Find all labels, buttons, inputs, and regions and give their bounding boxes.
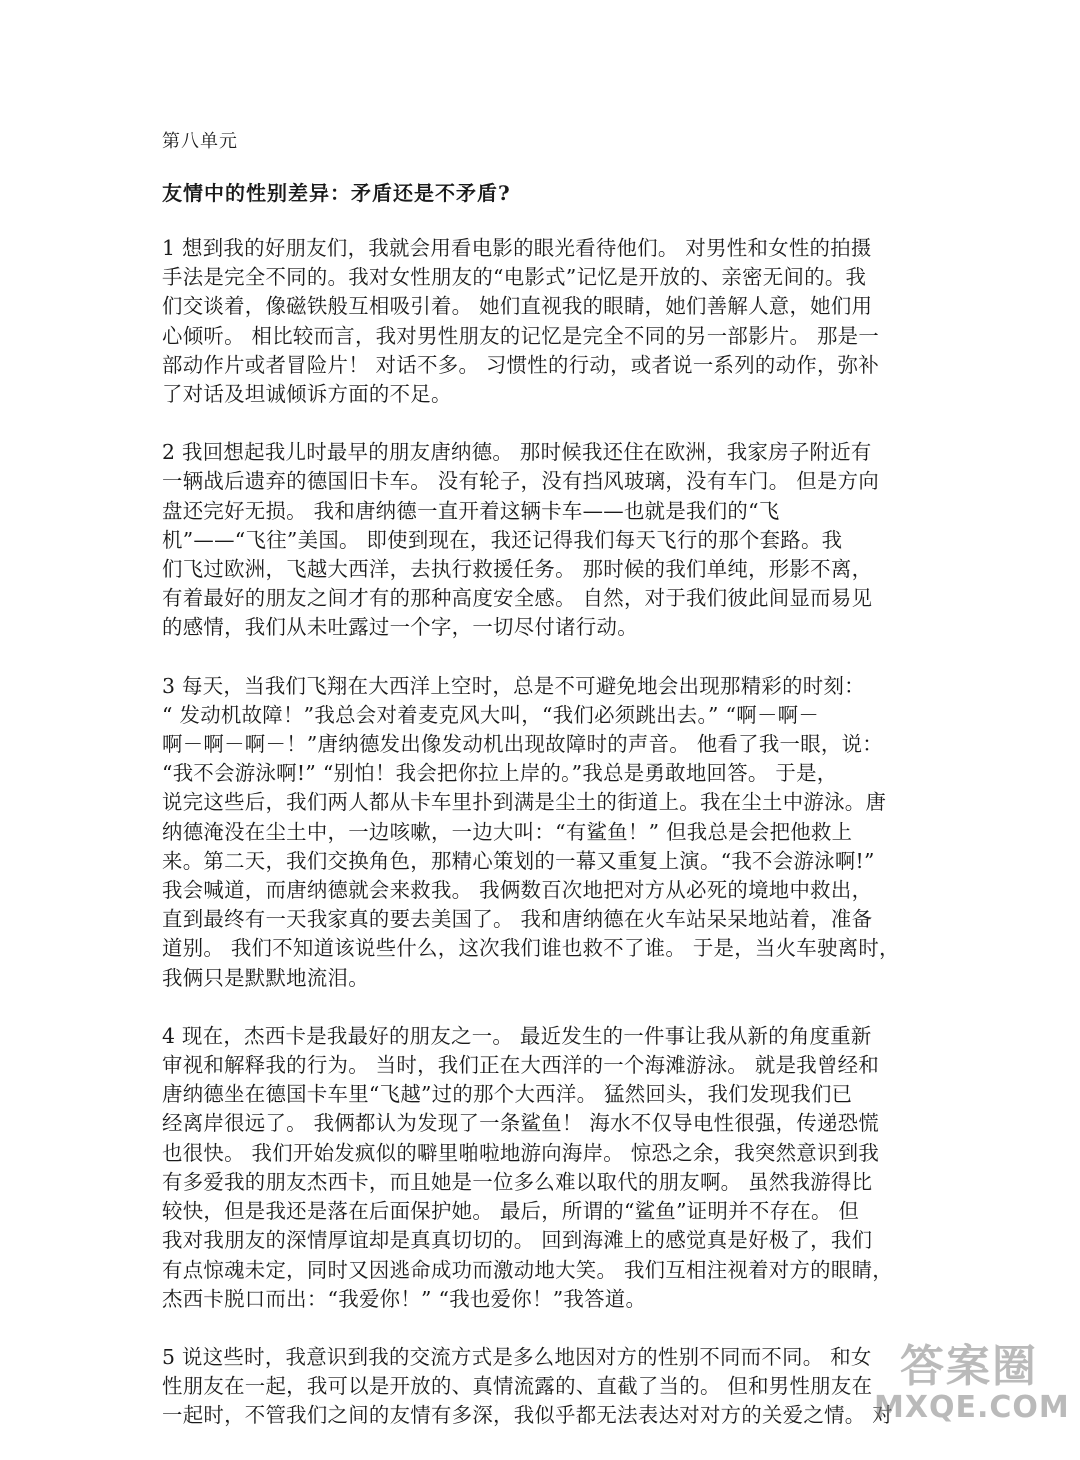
paragraph-line: 1 想到我的好朋友们，我就会用看电影的眼光看待他们。 对男性和女性的拍摄 <box>162 236 872 260</box>
paragraph-line: 5 说这些时，我意识到我的交流方式是多么地因对方的性别不同而不同。 和女 <box>162 1344 872 1369</box>
paragraph-line: 4 现在，杰西卡是我最好的朋友之一。 最近发生的一件事让我从新的角度重新 <box>162 1023 872 1048</box>
watermark-top-text: 答案圈 <box>900 1341 1038 1392</box>
paragraph-line: 直到最终有一天我家真的要去美国了。 我和唐纳德在火车站呆呆地站着，准备 <box>162 907 873 932</box>
paragraph-line: 部动作片或者冒险片！ 对话不多。 习惯性的行动，或者说一系列的动作，弥补 <box>162 352 880 377</box>
paragraph-line: 审视和解释我的行为。 当时，我们正在大西洋的一个海滩游泳。 就是我曾经和 <box>162 1053 880 1078</box>
paragraph-line: 纳德淹没在尘土中，一边咳嗽，一边大叫：“有鲨鱼！” 但我总是会把他救上 <box>162 819 853 844</box>
paragraph-line: 唐纳德坐在德国卡车里“飞越”过的那个大西洋。 猛然回头，我们发现我们已 <box>162 1082 853 1107</box>
watermark-logo <box>874 1341 1070 1430</box>
paragraph-5 <box>162 1343 922 1431</box>
paragraph-line: 有多爱我的朋友杰西卡，而且她是一位多么难以取代的朋友啊。 虽然我游得比 <box>162 1169 873 1194</box>
paragraph-line: 经离岸很远了。 我俩都认为发现了一条鲨鱼！ 海水不仅导电性很强，传递恐慌 <box>162 1111 880 1136</box>
paragraph-line: 们飞过欧洲，飞越大西洋，去执行救援任务。 那时候的我们单纯，形影不离， <box>162 557 873 582</box>
paragraph-line: 有着最好的朋友之间才有的那种高度安全感。 自然，对于我们彼此间显而易见 <box>162 586 873 611</box>
paragraph-line: 盘还完好无损。 我和唐纳德一直开着这辆卡车——也就是我们的“飞 <box>162 498 780 523</box>
paragraph-line: 较快，但是我还是落在后面保护她。 最后，所谓的“鲨鱼”证明并不存在。 但 <box>162 1199 860 1224</box>
paragraph-line: 我对我朋友的深情厚谊却是真真切切的。 回到海滩上的感觉真是好极了，我们 <box>162 1228 873 1253</box>
paragraph-line: “我不会游泳啊!” “别怕！我会把你拉上岸的。”我总是勇敢地回答。 于是， <box>162 761 838 786</box>
paragraph-line: 道别。 我们不知道该说些什么，这次我们谁也救不了谁。 于是，当火车驶离时， <box>162 936 900 961</box>
paragraph-line: 心倾听。 相比较而言，我对男性朋友的记忆是完全不同的另一部影片。 那是一 <box>162 323 880 348</box>
paragraph-line: 机”——“飞往”美国。 即使到现在，我还记得我们每天飞行的那个套路。我 <box>162 527 843 552</box>
watermark-bottom-text: MXQE.COM <box>874 1390 1070 1425</box>
paragraph-line: 有点惊魂未定，同时又因逃命成功而激动地大笑。 我们互相注视着对方的眼睛， <box>162 1257 893 1282</box>
article-title: 友情中的性别差异：矛盾还是不矛盾? <box>162 181 511 205</box>
paragraph-4 <box>162 1022 922 1314</box>
paragraph-line: 我会喊道，而唐纳德就会来救我。 我俩数百次地把对方从必死的境地中救出， <box>162 878 873 903</box>
paragraph-2 <box>162 438 922 642</box>
paragraph-line: 手法是完全不同的。我对女性朋友的“电影式”记忆是开放的、亲密无间的。我 <box>162 265 867 290</box>
document-page <box>162 128 922 1460</box>
paragraph-line: 的感情，我们从未吐露过一个字，一切尽付诸行动。 <box>162 615 638 640</box>
paragraph-line: 来。第二天，我们交换角色，那精心策划的一幕又重复上演。“我不会游泳啊!” <box>162 848 875 873</box>
paragraph-line: 3 每天，当我们飞翔在大西洋上空时，总是不可避免地会出现那精彩的时刻： <box>162 673 865 698</box>
paragraph-line: “ 发动机故障！”我总会对着麦克风大叫，“我们必须跳出去。” “啊－啊－ <box>162 702 820 727</box>
paragraph-line: 也很快。 我们开始发疯似的噼里啪啦地游向海岸。 惊恐之余，我突然意识到我 <box>162 1140 880 1165</box>
paragraph-line: 一辆战后遗弃的德国旧卡车。 没有轮子，没有挡风玻璃，没有车门。 但是方向 <box>162 469 880 494</box>
paragraph-line: 们交谈着，像磁铁般互相吸引着。 她们直视我的眼睛，她们善解人意，她们用 <box>162 294 873 319</box>
paragraph-line: 杰西卡脱口而出：“我爱你！” “我也爱你！”我答道。 <box>162 1286 647 1311</box>
paragraph-line: 一起时，不管我们之间的友情有多深，我似乎都无法表达对对方的关爱之情。 对 <box>162 1403 893 1428</box>
article-body <box>162 234 922 1431</box>
paragraph-line: 啊－啊－啊－！”唐纳德发出像发动机出现故障时的声音。 他看了我一眼，说： <box>162 732 883 757</box>
paragraph-line: 了对话及坦诚倾诉方面的不足。 <box>162 382 452 407</box>
unit-heading: 第八单元 <box>162 131 238 152</box>
paragraph-line: 我俩只是默默地流泪。 <box>162 965 369 990</box>
paragraph-line: 说完这些后，我们两人都从卡车里扑到满是尘土的街道上。我在尘土中游泳。唐 <box>162 790 887 815</box>
paragraph-line: 2 我回想起我儿时最早的朋友唐纳德。 那时候我还住在欧洲，我家房子附近有 <box>162 440 872 465</box>
paragraph-1 <box>162 234 922 409</box>
paragraph-3 <box>162 672 922 993</box>
paragraph-line: 性朋友在一起，我可以是开放的、真情流露的、直截了当的。 但和男性朋友在 <box>162 1374 873 1399</box>
